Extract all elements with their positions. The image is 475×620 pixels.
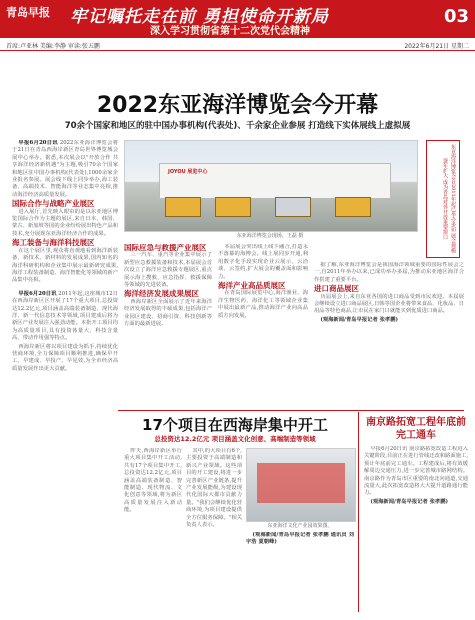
culture-park-rendering [246,448,356,522]
article-column-1 [12,140,118,610]
display-vehicle [165,197,201,217]
rendering-structure [257,463,345,503]
article-column-2 [124,244,212,410]
newspaper-logo: 青岛早报 [6,6,50,19]
main-headline: 2022东亚海洋博览会今开幕 [96,93,379,118]
masthead-banner [0,0,475,38]
section-heading: 进口商品展区 [314,284,359,294]
paragraph: 其中,的大项目有6个,主要投资于高端制造和新兴产业领域。这些项目的开工建设,将进一步完善新区产业链条,提升产业发展能级,为建设现代化国际大都市贡献力量。"我们会继续优化营商环境,为项目建设提供全方位服务保障。"相关负责人表示。 [186,448,242,529]
section3-body [364,446,468,612]
paragraph: 西海岸新区全面展示了近年来海洋经济发展取得的丰硕成果,包括海洋产业园区建设、招商引资、科技创新等方面的最新进展。 [124,298,212,328]
article-column-3 [218,244,308,410]
paragraph: 昨天,西海岸新区举行重大项目集中开工活动,共有17个项目集中开工,总投资达12.2亿元,项目涵盖高端装备制造、智能制造、现代物流、文化创意等领域,将为新区高质量发展注入新动能。 [124,448,182,514]
section2-headline: 17个项目在西海岸集中开工 [142,416,328,434]
info-strip [0,39,475,51]
section-heading: 国际合作与战略产业展区 [12,199,95,209]
paragraph: 在这个展区里,观众将直观地看到海洋新装备、新技术、新材料的发展成果,国内知名的海洋科研机构和企业集中展示最新研究成果,海洋工程装备制造、海洋智能化等领域的新产品集中亮相。 [12,247,118,284]
paragraph: 2011年起,这座城市12日在西海岸新区区开展了17个重大项目,总投资达12.2亿元,项目涵盖高端装备制造、现代海洋、新一代信息技术等领域,项目建成后将为新区产业发展注入强劲动能。本批开工项目均为高质量项目,具有投资体量大、科技含量高、带动作用强等特点。 [12,290,118,342]
banner-slogan: 牢记嘱托走在前 勇担使命开新局 [70,7,329,27]
display-vehicle [335,197,371,217]
section2-column-1 [124,448,182,614]
section-heading: 国际应急与救援产业展区 [124,244,207,252]
column-divider [358,412,359,612]
section2-subhead: 总投资达12.2亿元 项目涵盖文化创意、高端制造等领域 [154,435,316,443]
staff-credits: 首席:卢亚林 美编:李静 审读:张五鹏 [6,43,100,50]
paragraph: 三一汽车、重汽等企业集中展示了新型应急救援装备和技术,本届展会首次设立了海洋应急救援专题展区,重点展示海上搜救、应急指挥、救援保障等领域的先进装备。 [124,252,212,289]
exhibition-building [159,163,391,199]
banner-subslogan: 深入学习贯彻省第十二次党代会精神 [150,26,310,37]
paragraph: 西海岸新区将以项目建设为抓手,持续优化营商环境,全力保障项目顺利推进,确保早开工、早建成、早投产、早见效,为全市经济高质量发展作出更大贡献。 [12,343,118,372]
byline: (观海新闻/青岛早报记者 张孝鹏) [370,498,449,505]
paragraph: 据了解,东亚海洋博览会是我国海洋领域重要的国际性展会之一,自2011年举办以来,已成功举办多届,为推动东亚地区海洋合作搭建了重要平台。 [314,262,464,283]
section3-headline: 南京路拓宽工程年底前完工通车 [366,417,466,441]
paragraph: 早报6月20日讯 南京路拓宽改造工程进入关键阶段,目前正在进行管线迁改和路面施工,预计年底前完工通车。工程建成后,将有效缓解周边交通压力,进一步完善城市路网结构。南京路作为青岛市区重要的南北向通道,交通流量大,此次拓宽改造将大大提升道路通行能力。 [364,446,468,497]
display-vehicle [215,197,251,217]
article-column-4 [314,262,464,410]
paragraph: 2022东亚海洋博览会将于21日在青岛西海岸新区青岛世界博览城会展中心举办。据悉,本次展会以"开放合作 共享海洋经济新机遇"为主题,吸引70余个国家和地区驻中国办事机构(代表处),1000余家企业报名参展。展会线下线上同步举办,海工装备、高端技术、智能海洋等业态集中亮相,推动海洋经济高质量发展。 [12,140,118,198]
display-vehicle [275,197,311,217]
issue-date: 2022年6月21日 星期二 [404,43,469,50]
paragraph: 历届展会上,来自东亚各国的进口商品受到市民欢迎。本届展会继续设立进口商品展区,日韩等国企业将带来食品、化妆品、日用品等特色商品,让市民在家门口就能买到优质进口商品。 [314,293,464,315]
dateline: 早报6月20日讯 [18,140,58,146]
paragraph: 本届展会突出线上线下融合,打造永不落幕的海博会。线上展同步开通,利用数字化手段实现企业云展示、云洽谈、云签约,扩大展会的覆盖面和影响力。 [218,244,308,280]
building-sign: JOYOU 展览中心 [168,169,208,175]
byline: (观海新闻/青岛早报记者 张孝鹏) [320,316,399,323]
photo-caption: 东亚海洋文化产业园效果图。 [267,523,333,529]
dateline: 早报6月20日讯 [18,290,57,297]
section-heading: 海洋产业高品质展区 [218,281,286,291]
paragraph: 进入展厅,首先映入眼帘的是以东亚地区博览国际合作为主题的展区,来自日本、韩国、蒙古、新加坡等国的企业纷纷展出特色产品和技术,充分展现东亚海洋经济合作的成果。 [12,208,118,237]
section-heading: 海工装备与海洋科技展区 [12,238,95,248]
photo-caption: 东亚海洋博览会现场。王磊 摄 [236,233,304,239]
page-number: 03 [443,6,469,27]
section-divider [118,410,464,411]
expo-hall-photo [124,140,418,232]
byline: (观海新闻/青岛早报记者 张孝鹏 通讯员 刘宇浩 夏朝峰) [246,532,354,546]
section2-column-3 [246,532,354,612]
section-heading: 海洋经济发展成果展区 [124,289,199,299]
paragraph: 在青岛国际展览中心,海洋渔业、海洋生物医药、海洋化工等领域企业集中展出最新产品,推动海洋产业向高品质方向发展。 [218,290,308,319]
section2-column-2 [186,448,242,614]
main-subhead: 70余个国家和地区的驻中国办事机构(代表处)、千余家企业参展 打造线下实体展线上虚拟展 [64,121,411,131]
sidebar-note: 东亚海洋博览会自2011年起已举办多届 展会规模逐年扩大 成为青岛对外开放重要窗口 [426,140,460,258]
